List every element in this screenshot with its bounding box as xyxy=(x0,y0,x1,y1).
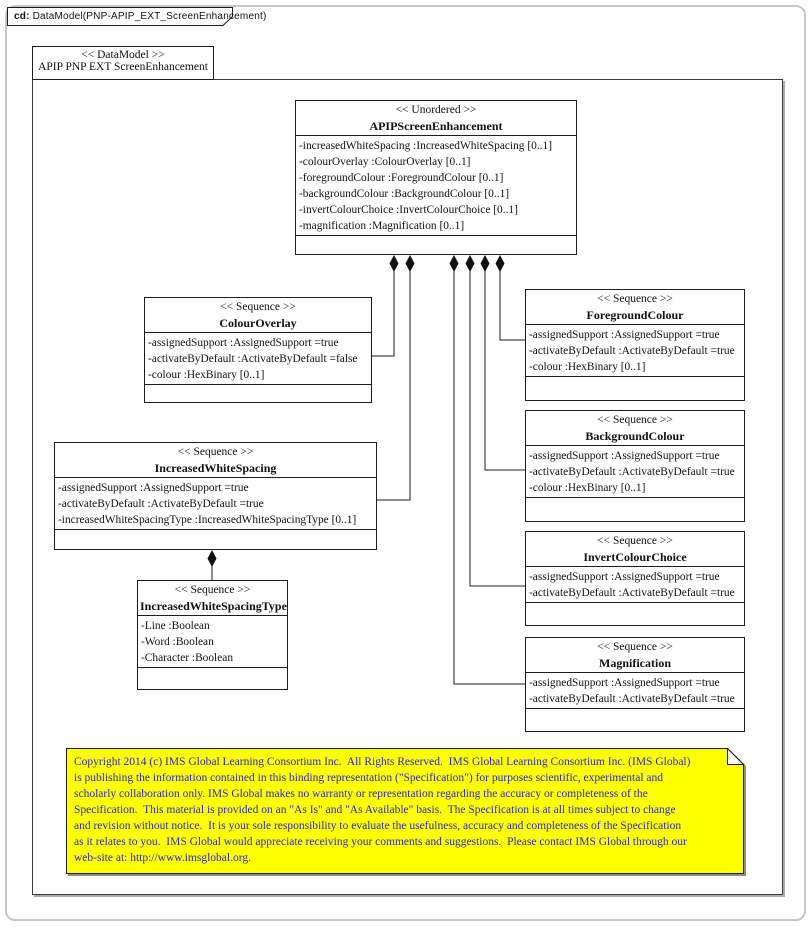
operations-compartment xyxy=(145,384,371,402)
attribute: -Character :Boolean xyxy=(141,652,234,664)
class-stereotype: << Sequence >> xyxy=(177,446,254,458)
class-increased-white-spacing-type xyxy=(137,580,288,690)
class-name: IncreasedWhiteSpacing xyxy=(154,461,277,475)
attribute: -backgroundColour :BackgroundColour [0..1] xyxy=(299,188,510,200)
attribute: -activateByDefault :ActivateByDefault =false xyxy=(148,353,358,365)
operations-compartment xyxy=(526,602,744,625)
class-colour-overlay xyxy=(144,297,372,403)
attribute: -colour :HexBinary [0..1] xyxy=(529,361,646,373)
class-stereotype: << Sequence >> xyxy=(220,301,296,313)
copyright-line: web-site at: http://www.imsglobal.org. xyxy=(74,852,251,864)
diagram-tab-label xyxy=(14,11,266,22)
class-name: InvertColourChoice xyxy=(583,550,687,564)
class-stereotype: << Sequence >> xyxy=(174,584,251,596)
operations-compartment xyxy=(526,497,744,521)
class-stereotype: << Sequence >> xyxy=(597,535,673,547)
operations-compartment xyxy=(138,667,287,689)
attribute: -colourOverlay :ColourOverlay [0..1] xyxy=(299,156,471,168)
attribute: -activateByDefault :ActivateByDefault =true xyxy=(58,498,264,510)
operations-compartment xyxy=(296,235,576,254)
class-stereotype: << Sequence >> xyxy=(597,293,673,305)
copyright-line: scholarly collaboration only. IMS Global makes no warranty or representation regarding the accuracy or completeness of the xyxy=(74,788,648,800)
class-stereotype: << Sequence >> xyxy=(597,641,673,653)
operations-compartment xyxy=(526,376,744,400)
attribute: -Word :Boolean xyxy=(141,636,214,648)
class-name: ForegroundColour xyxy=(586,308,684,322)
attribute: -assignedSupport :AssignedSupport =true xyxy=(529,450,720,462)
note-fold-icon xyxy=(728,749,744,765)
attribute: -increasedWhiteSpacingType :IncreasedWhiteSpacingType [0..1] xyxy=(58,514,357,526)
class-name: IncreasedWhiteSpacingType xyxy=(140,599,287,613)
copyright-text xyxy=(74,754,724,866)
attribute: -magnification :Magnification [0..1] xyxy=(299,220,465,232)
attribute: -assignedSupport :AssignedSupport =true xyxy=(58,482,249,494)
attribute: -assignedSupport :AssignedSupport =true xyxy=(529,571,720,583)
attribute: -foregroundColour :ForegroundColour [0..1] xyxy=(299,172,504,184)
class-name: BackgroundColour xyxy=(585,429,685,443)
tab-prefix: cd: xyxy=(14,11,30,22)
class-increased-white-spacing xyxy=(54,442,377,550)
class-name: Magnification xyxy=(599,656,671,670)
attribute: -activateByDefault :ActivateByDefault =true xyxy=(529,466,735,478)
attribute: -activateByDefault :ActivateByDefault =true xyxy=(529,587,735,599)
class-background-colour xyxy=(525,410,745,522)
operations-compartment xyxy=(55,529,376,549)
attribute: -activateByDefault :ActivateByDefault =true xyxy=(529,345,735,357)
class-foreground-colour xyxy=(525,289,745,401)
attribute: -colour :HexBinary [0..1] xyxy=(529,482,646,494)
package-box xyxy=(32,46,214,80)
tab-title: DataModel(PNP-APIP_EXT_ScreenEnhancement) xyxy=(32,11,267,22)
package-stereotype: << DataModel >> xyxy=(81,49,165,61)
attribute: -assignedSupport :AssignedSupport =true xyxy=(529,329,720,341)
copyright-line: Specification. This material is provided on an "As Is" and "As Available" basis. The Specification is at all times subject to change xyxy=(74,804,676,816)
copyright-note xyxy=(66,748,746,876)
copyright-line: Copyright 2014 (c) IMS Global Learning Consortium Inc. All Rights Reserved. IMS Global Learning Consortium Inc. (IMS Global) xyxy=(74,756,691,768)
attribute: -increasedWhiteSpacing :IncreasedWhiteSpacing [0..1] xyxy=(299,140,553,152)
operations-compartment xyxy=(526,708,744,731)
copyright-line: and revision without notice. It is your sole responsibility to evaluate the usefulness, accuracy and completeness of the Specification xyxy=(74,820,682,832)
attribute: -activateByDefault :ActivateByDefault =true xyxy=(529,693,735,705)
package-name: APIP PNP EXT ScreenEnhancement xyxy=(38,61,208,73)
attribute: -colour :HexBinary [0..1] xyxy=(148,369,265,381)
class-name: ColourOverlay xyxy=(219,316,297,330)
attribute: -assignedSupport :AssignedSupport =true xyxy=(529,677,720,689)
attribute: -invertColourChoice :InvertColourChoice [0..1] xyxy=(299,204,518,216)
class-stereotype: << Unordered >> xyxy=(395,104,477,116)
copyright-line: as it relates to you. IMS Global would appreciate receiving your comments and suggestions. Please contact IMS Global through our xyxy=(74,836,687,848)
class-stereotype: << Sequence >> xyxy=(597,414,673,426)
class-magnification xyxy=(525,637,745,732)
copyright-line: is publishing the information contained in this binding representation ("Specification") for purposes scientific, experimental and xyxy=(74,772,664,784)
class-name: APIPScreenEnhancement xyxy=(369,119,503,133)
class-invert-colour-choice xyxy=(525,531,745,626)
attribute: -assignedSupport :AssignedSupport =true xyxy=(148,337,339,349)
class-apip-screen-enhancement xyxy=(295,100,577,255)
attribute: -Line :Boolean xyxy=(141,620,210,632)
